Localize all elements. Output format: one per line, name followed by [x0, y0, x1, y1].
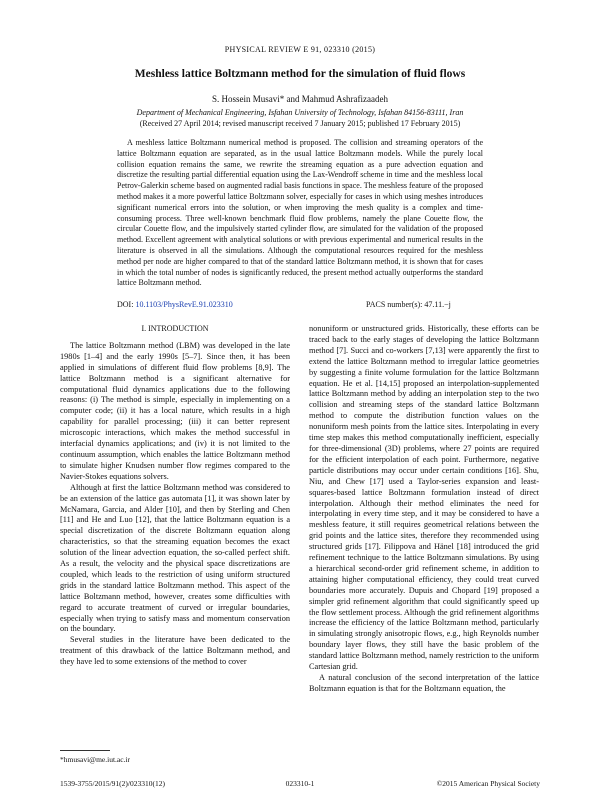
- pacs-numbers: PACS number(s): 47.11.−j: [366, 300, 451, 309]
- footer-copyright: ©2015 American Physical Society: [436, 779, 540, 788]
- doi-link[interactable]: 10.1103/PhysRevE.91.023310: [135, 300, 233, 309]
- paragraph: Several studies in the literature have been dedicated to the treatment of this drawback of the lattice Boltzmann method, and they have led to some extensions of the method to cover: [60, 635, 290, 667]
- abstract: A meshless lattice Boltzmann numerical method is proposed. The collision and streaming operators of the lattice Boltzmann equation are separated, as in the usual lattice Boltzmann models. While the purely local collision equation remains the same, we rewrite the streaming equation as a pure advection equation and discretize the resulting partial differential equation using the Lax-Wendroff scheme in time and the meshless local Petrov-Galerkin scheme based on augmented radial basis functions in space. The meshless feature of the proposed method makes it a more powerful lattice Boltzmann solver, especially for cases in which using meshes introduces significant numerical errors into the solution, or when improving the mesh quality is a complex and time-consuming process. Three well-known benchmark fluid flow problems, namely the plane Couette flow, the circular Couette flow, and the impulsively started cylinder flow, are simulated for the validation of the proposed method. Excellent agreement with analytical solutions or with previous experimental and numerical results in the literature is observed in all the simulations. Although the computational resources required for the meshless method per node are higher compared to that of the standard lattice Boltzmann method, it is shown that for cases in which the total number of nodes is significantly reduced, the present method actually outperforms the standard lattice Boltzmann method.: [117, 138, 483, 288]
- doi-line: [117, 300, 233, 309]
- paragraph: The lattice Boltzmann method (LBM) was developed in the late 1980s [1–4] and the early 1990s [5–7]. Since then, it has been applied in simulations of different fluid flow problems [8,9]. The lattice Boltzmann method is a significant alternative for computational fluid dynamics applications due to the following reasons: (i) The method is simple, especially in implementing on a computer code; (ii) it has a local nature, which results in a high capability for parallel processing; (iii) it can better represent microscopic interactions, which makes the method successful in interfacial dynamics applications; and (iv) it is not limited to the continuum assumption, which enables the lattice Boltzmann method to simulate higher Knudsen number flow regimes compared to the Navier-Stokes equations solvers.: [60, 340, 290, 481]
- paragraph: A natural conclusion of the second interpretation of the lattice Boltzmann equation is that for the Boltzmann equation, the: [309, 673, 539, 693]
- paper-title: Meshless lattice Boltzmann method for the simulation of fluid flows: [134, 68, 466, 80]
- right-column: [309, 324, 539, 695]
- footer-issn: 1539-3755/2015/91(2)/023310(12): [60, 779, 165, 788]
- footer-page-number: 023310-1: [285, 779, 315, 788]
- section-heading: I. INTRODUCTION: [141, 324, 209, 333]
- authors: S. Hossein Musavi* and Mahmud Ashrafizaadeh: [212, 94, 388, 104]
- footnote-email: *hmusavi@me.iut.ac.ir: [60, 755, 131, 764]
- paragraph: Although at first the lattice Boltzmann method was considered to be an extension of the lattice gas automata [1], it was shown later by McNamara, Garcia, and Alder [10], and then by Sterling and Chen [11] and He and Luo [12], that the lattice Boltzmann equation is a special discretization of the discrete Boltzmann equation along characteristics, so that the streaming equation becomes the exact solution of the linear advection equation, the so-called perfect shift. As a result, the velocity and the physical space discretizations are coupled, which leads to the restriction of using uniform structured grids in the standard lattice Boltzmann method. This aspect of the lattice Boltzmann method, however, creates some difficulties with regard to accurate treatment of curved or irregular boundaries, especially when trying to satisfy mass and momentum conservation on the boundary.: [60, 482, 290, 634]
- journal-header: PHYSICAL REVIEW E 91, 023310 (2015): [224, 45, 376, 54]
- affiliation: Department of Mechanical Engineering, Isfahan University of Technology, Isfahan 84156-83111, Iran: [136, 108, 464, 117]
- received-dates: (Received 27 April 2014; revised manuscript received 7 January 2015; published 17 February 2015): [139, 119, 461, 128]
- paragraph: nonuniform or unstructured grids. Historically, these efforts can be traced back to the early stages of developing the lattice Boltzmann method [7]. Succi and co-workers [7,13] were apparently the first to extend the lattice Boltzmann method to irregular lattice geometries by suggesting a finite volume formulation for the lattice Boltzmann equation. He et al. [14,15] proposed an interpolation-supplemented lattice Boltzmann method by adding an interpolation step to the two collision and streaming steps of the standard lattice Boltzmann method to compute the distribution function values on the nonuniform mesh points from the lattice sites. Interpolating in every time step makes this method computationally inefficient, especially for three-dimensional (3D) problems, where 27 points are required for the efficient interpolation of each point. Furthermore, negative particle distributions may occur under certain conditions [16]. Shu, Niu, and Chew [17] used a Taylor-series expansion and least-squares-based lattice Boltzmann formulation instead of direct interpolation. Although their method eliminates the need for interpolating in every time step, and it may be considered to have a meshless feature, it still requires geometrical relations between the grid points and the lattice sites, therefore they recommended using structured grids [17]. Filippova and Hänel [18] introduced the grid refinement technique to the lattice Boltzmann simulations. By using a hierarchical second-order grid refinement scheme, in addition to attaining higher computational efficiency, they could treat curved boundaries more accurately. Dupuis and Chopard [19] proposed a simpler grid refinement algorithm that could significantly speed up the flow settlement process. Although the grid refinement algorithms increase the efficiency of the lattice Boltzmann method, particularly in simulating strongly anisotropic flows, e.g., high Reynolds number boundary layer flows, they still have the basic problem of the standard lattice Boltzmann method, namely restriction to the uniform Cartesian grid.: [309, 324, 539, 672]
- left-column: [60, 324, 290, 668]
- footnote-rule: [60, 750, 110, 751]
- doi-label: DOI:: [117, 300, 134, 309]
